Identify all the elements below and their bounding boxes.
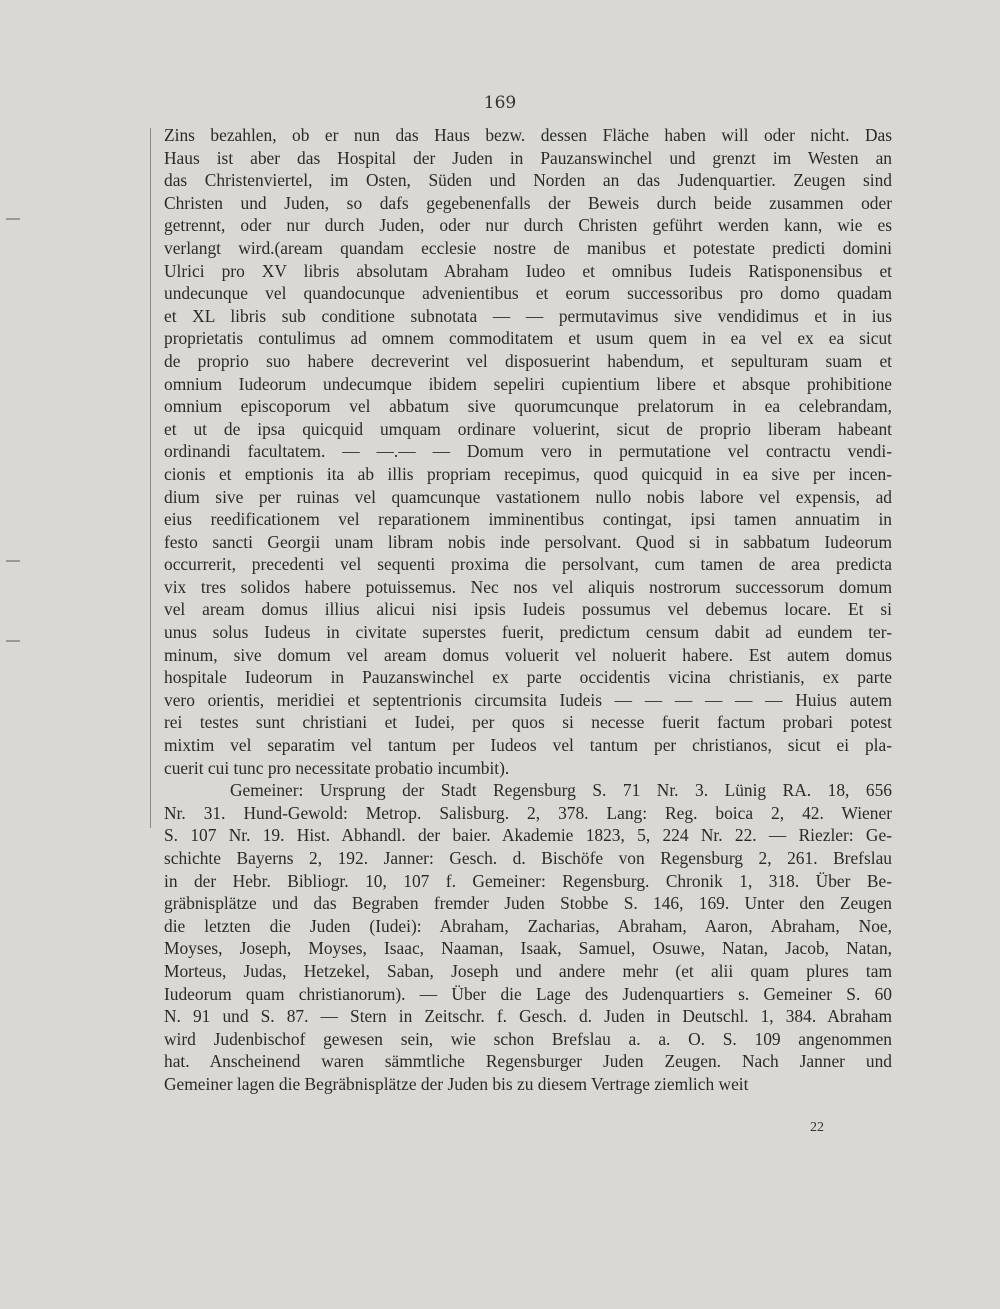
edge-mark: [6, 560, 20, 562]
text-line: ordinandi facultatem. — —.— — Domum vero in permutatione vel contractu vendi-: [164, 441, 892, 462]
text-line: schichte Bayerns 2, 192. Janner: Gesch. d. Bischöfe von Regensburg 2, 261. Brefslau: [164, 848, 892, 868]
text-line: cionis et emptionis ita ab illis propriam recepimus, quod quicquid in ea sive per incen-: [164, 463, 892, 484]
text-line: Gemeiner lagen die Begräbnisplätze der Juden bis zu diesem Vertrage ziemlich weit: [164, 1073, 749, 1094]
text-line: unus solus Iudeus in civitate superstes fuerit, predictum censum dabit ad eundem ter-: [164, 622, 892, 643]
text-line: omnium Iudeorum undecumque ibidem sepeliri cupientium libere et absque prohibitione: [164, 373, 892, 394]
text-line: festo sancti Georgii unam libram nobis inde persolvant. Quod si in sabbatum Iudeorum: [164, 531, 892, 552]
text-line: verlangt wird.(aream quandam ecclesie nostre de manibus et potestate predicti domini: [164, 237, 892, 258]
text-line: Zins bezahlen, ob er nun das Haus bezw. dessen Fläche haben will oder nicht. Das: [164, 125, 892, 145]
page-number: 169: [483, 93, 517, 113]
text-line: gräbnisplätze und das Begraben fremder Juden Stobbe S. 146, 169. Unter den Zeugen: [164, 893, 892, 914]
text-line: Haus ist aber das Hospital der Juden in Pauzanswinchel und grenzt im Westen an: [164, 147, 892, 168]
text-line: S. 107 Nr. 19. Hist. Abhandl. der baier. Akademie 1823, 5, 224 Nr. 22. — Riezler: Ge-: [164, 825, 892, 846]
text-line: mixtim vel separatim vel tantum per Iudeos vel tantum per christianos, sicut ei pla-: [164, 735, 892, 756]
text-line: Christen und Juden, so dafs gegebenenfalls der Beweis durch beide zusammen oder: [164, 192, 892, 213]
margin-rule: [150, 128, 151, 828]
edge-mark: [6, 640, 20, 642]
text-line: vero orientis, meridiei et septentrionis circumsita Iudeis — — — — — — Huius autem: [164, 689, 892, 710]
text-line: in der Hebr. Bibliogr. 10, 107 f. Gemeiner: Regensburg. Chronik 1, 318. Über Be-: [164, 870, 892, 891]
text-line: et ut de ipsa quicquid umquam ordinare voluerint, sicut de proprio liberam habeant: [164, 418, 892, 439]
text-line: de proprio suo habere decreverint vel disposuerint habendum, et sepulturam suam et: [164, 350, 892, 371]
text-line: omnium episcoporum vel abbatum sive quorumcunque prelatorum in ea celebrandam,: [164, 396, 892, 417]
text-line: wird Judenbischof gewesen sein, wie schon Brefslau a. a. O. S. 109 angenommen: [164, 1028, 892, 1049]
sheet-number: 22: [810, 1120, 824, 1135]
text-line: Moyses, Joseph, Moyses, Isaac, Naaman, Isaak, Samuel, Osuwe, Natan, Jacob, Natan,: [164, 938, 892, 959]
text-line: eius reedificationem vel reparationem imminentibus contingat, ipsi tamen annuatim in: [164, 509, 892, 530]
text-line: vix tres solidos habere potuissemus. Nec nos vel aliquis nostrorum successorum domum: [164, 576, 892, 597]
text-line: hat. Anscheinend waren sämmtliche Regensburger Juden Zeugen. Nach Janner und: [164, 1051, 892, 1072]
text-line: dium sive per ruinas vel quamcunque vastationem nullo nobis labore vel expensis, ad: [164, 486, 892, 507]
text-line: vel aream domus illius alicui nisi ipsis Iudeis possumus vel debemus locare. Et si: [164, 599, 892, 620]
text-line: Iudeorum quam christianorum). — Über die Lage des Judenquartiers s. Gemeiner S. 60: [164, 983, 892, 1004]
text-line: Nr. 31. Hund-Gewold: Metrop. Salisburg. 2, 378. Lang: Reg. boica 2, 42. Wiener: [164, 802, 892, 823]
text-line: hospitale Iudeorum in Pauzanswinchel ex parte occidentis vicina christianis, ex parte: [164, 667, 892, 688]
text-line: minum, sive domum vel aream domus voluerit vel noluerit habere. Est autem domus: [164, 644, 892, 665]
text-line: getrennt, oder nur durch Juden, oder nur durch Christen geführt werden kann, wie es: [164, 215, 892, 236]
text-line: occurrerit, precedenti vel sequenti proxima die persolvant, cum tamen de area predicta: [164, 554, 892, 575]
text-line: N. 91 und S. 87. — Stern in Zeitschr. f. Gesch. d. Juden in Deutschl. 1, 384. Abraham: [164, 1006, 892, 1027]
text-line: Gemeiner: Ursprung der Stadt Regensburg S. 71 Nr. 3. Lünig RA. 18, 656: [230, 780, 892, 801]
text-line: Ulrici pro XV libris absolutam Abraham Iudeo et omnibus Iudeis Ratisponensibus et: [164, 260, 892, 281]
text-line: cuerit cui tunc pro necessitate probatio incumbit).: [164, 757, 510, 778]
text-line: Morteus, Judas, Hetzekel, Saban, Joseph und andere mehr (et alii quam plures tam: [164, 960, 892, 981]
text-line: das Christenviertel, im Osten, Süden und Norden an das Judenquartier. Zeugen sind: [164, 170, 892, 191]
text-line: rei testes sunt christiani et Iudei, per quos si necesse fuerit factum probari potest: [164, 712, 892, 733]
text-line: et XL libris sub conditione subnotata — — permutavimus sive vendidimus et in ius: [164, 305, 892, 326]
text-block: [164, 124, 892, 1096]
text-line: undecunque vel quandocunque advenientibus et eorum successoribus pro domo quadam: [164, 283, 892, 304]
text-line: die letzten die Juden (Iudei): Abraham, Zacharias, Abraham, Aaron, Abraham, Noe,: [164, 915, 892, 936]
text-line: proprietatis contulimus ad omnem commoditatem et usum quem in ea vel ex ea sicut: [164, 328, 892, 349]
edge-mark: [6, 218, 20, 220]
